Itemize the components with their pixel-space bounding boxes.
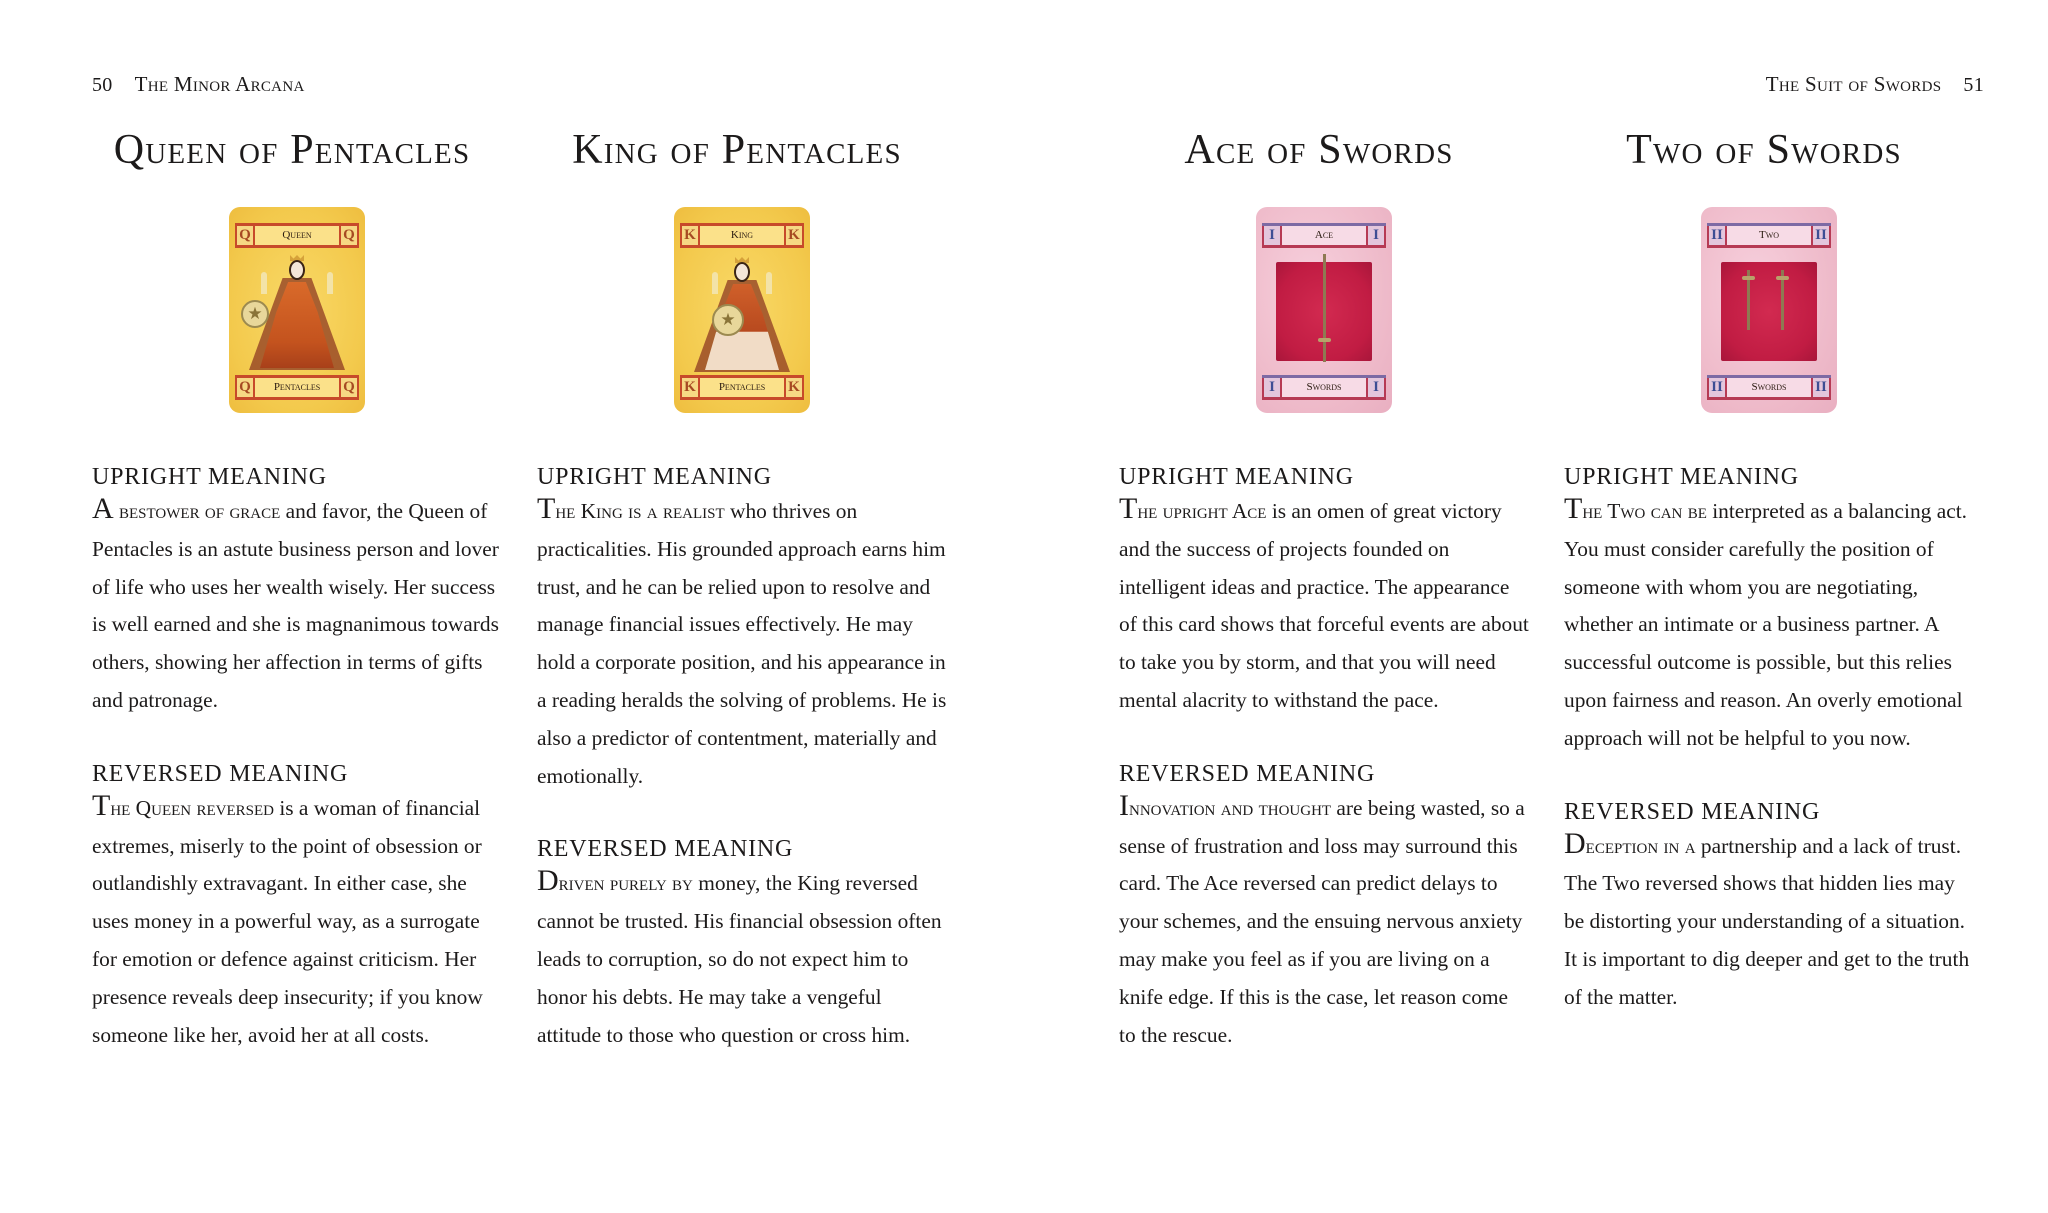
two-swords-art	[1701, 252, 1837, 371]
card-corner-glyph: II	[1707, 226, 1727, 245]
card-title: Two of Swords	[1626, 127, 1902, 173]
reversed-meaning-section	[1119, 758, 1529, 1055]
running-title-left: The Minor Arcana	[134, 72, 305, 96]
card-top-label: Two	[1758, 229, 1780, 241]
king-figure-art	[674, 252, 810, 371]
card-bottom-label: Pentacles	[718, 381, 766, 393]
card-top-label: King	[730, 229, 754, 241]
upright-meaning-section	[1564, 461, 1974, 758]
card-title: Queen of Pentacles	[113, 127, 471, 173]
card-bottom-label: Swords	[1751, 381, 1787, 393]
card-corner-glyph: K	[680, 226, 700, 245]
upright-text: The Two can be interpreted as a balancing act. You must consider carefully the position of someone with whom you are negotiating, whether an intimate or a business partner. A successful outcome is possible, but this relies upon fairness and reason. An overly emotional approach will not be helpful to you now.	[1564, 492, 1967, 750]
card-corner-glyph: K	[784, 378, 804, 397]
card-title: King of Pentacles	[572, 127, 902, 173]
sword-icon	[1781, 270, 1784, 330]
reversed-heading: REVERSED MEANING	[1564, 798, 1821, 825]
pentacle-icon: ★	[241, 300, 269, 328]
card-top-label: Queen	[282, 229, 312, 241]
card-corner-glyph: I	[1262, 378, 1282, 397]
reversed-meaning-section	[1564, 796, 1974, 1017]
card-corner-glyph: I	[1262, 226, 1282, 245]
reversed-heading: REVERSED MEANING	[537, 836, 794, 863]
reversed-text: The Queen reversed is a woman of financial extremes, miserly to the point of obsession or outlandishly extravagant. In either case, she uses money in a powerful way, as a surrogate for emotion or defence against criticism. Her presence reveals deep insecurity; if you know someone like her, avoid her at all costs.	[92, 788, 483, 1047]
card-bottom-band	[1707, 375, 1831, 400]
card-image-queen-of-pentacles	[229, 207, 365, 413]
card-bottom-band	[1262, 375, 1386, 400]
card-entry-ace-of-swords	[1119, 120, 1529, 1054]
card-corner-glyph: K	[680, 378, 700, 397]
ace-sword-art	[1256, 252, 1392, 371]
card-bottom-label: Pentacles	[273, 381, 321, 393]
card-entry-king-of-pentacles	[537, 120, 947, 1054]
upright-heading: UPRIGHT MEANING	[1119, 464, 1354, 490]
running-head-left	[92, 72, 305, 97]
card-corner-glyph: II	[1707, 378, 1727, 397]
upright-text: The upright Ace is an omen of great victory and the success of projects founded on intelligent ideas and practice. The appearance of this card shows that forceful events are about to take you by storm, and that you will need mental alacrity to withstand the pace.	[1119, 492, 1529, 712]
card-top-label: Ace	[1314, 229, 1334, 241]
card-corner-glyph: Q	[235, 226, 255, 245]
card-image-two-of-swords	[1701, 207, 1837, 413]
sword-icon	[1323, 254, 1326, 362]
reversed-text: Driven purely by money, the King reversed cannot be trusted. His financial obsession often leads to corruption, so do not expect him to honor his debts. He may take a vengeful attitude to those who question or cross him.	[537, 864, 942, 1047]
running-title-right: The Suit of Swords	[1765, 72, 1942, 96]
queen-figure-art	[229, 252, 365, 371]
card-title: Ace of Swords	[1184, 127, 1454, 173]
card-top-band	[680, 223, 804, 248]
card-image-ace-of-swords	[1256, 207, 1392, 413]
card-top-band	[1262, 223, 1386, 248]
upright-heading: UPRIGHT MEANING	[92, 464, 327, 490]
reversed-heading: REVERSED MEANING	[1119, 760, 1376, 787]
card-corner-glyph: II	[1811, 226, 1831, 245]
running-head-right	[1766, 72, 1984, 97]
page-number-left: 50	[92, 74, 113, 96]
card-image-king-of-pentacles	[674, 207, 810, 413]
upright-meaning-section	[1119, 461, 1529, 720]
card-corner-glyph: I	[1366, 378, 1386, 397]
card-corner-glyph: II	[1811, 378, 1831, 397]
upright-text: The King is a realist who thrives on practicalities. His grounded approach earns him trust, and he can be relied upon to resolve and manage financial issues effectively. He may hold a corporate position, and his appearance in a reading heralds the solving of problems. He is also a predictor of contentment, materially and emotionally.	[537, 492, 947, 788]
card-top-band	[235, 223, 359, 248]
upright-meaning-section	[537, 461, 947, 795]
card-bottom-band	[235, 375, 359, 400]
page-number-right: 51	[1963, 74, 1984, 96]
reversed-meaning-section	[537, 833, 947, 1054]
reversed-meaning-section	[92, 758, 502, 1055]
upright-heading: UPRIGHT MEANING	[1564, 464, 1799, 490]
card-corner-glyph: Q	[235, 378, 255, 397]
card-corner-glyph: Q	[339, 226, 359, 245]
card-entry-queen-of-pentacles	[92, 120, 502, 1054]
card-corner-glyph: I	[1366, 226, 1386, 245]
upright-heading: UPRIGHT MEANING	[537, 464, 772, 490]
reversed-text: Deception in a partnership and a lack of trust. The Two reversed shows that hidden lies may be distorting your understanding of a situation. It is important to dig deeper and get to the truth of the matter.	[1564, 826, 1970, 1009]
card-bottom-label: Swords	[1306, 381, 1342, 393]
card-corner-glyph: Q	[339, 378, 359, 397]
card-bottom-band	[680, 375, 804, 400]
upright-meaning-section	[92, 461, 502, 720]
sword-icon	[1747, 270, 1750, 330]
card-top-band	[1707, 223, 1831, 248]
card-entry-two-of-swords	[1564, 120, 1974, 1017]
upright-text: A bestower of grace and favor, the Queen of Pentacles is an astute business person and lover of life who uses her wealth wisely. Her success is well earned and she is magnanimous towards others, showing her affection in terms of gifts and patronage.	[92, 492, 499, 712]
card-corner-glyph: K	[784, 226, 804, 245]
pentacle-icon: ★	[712, 304, 744, 336]
reversed-text: Innovation and thought are being wasted, so a sense of frustration and loss may surround this card. The Ace reversed can predict delays to your schemes, and the ensuing nervous anxiety may make you feel as if you are living on a knife edge. If this is the case, let reason come to the rescue.	[1119, 788, 1525, 1047]
reversed-heading: REVERSED MEANING	[92, 760, 349, 787]
